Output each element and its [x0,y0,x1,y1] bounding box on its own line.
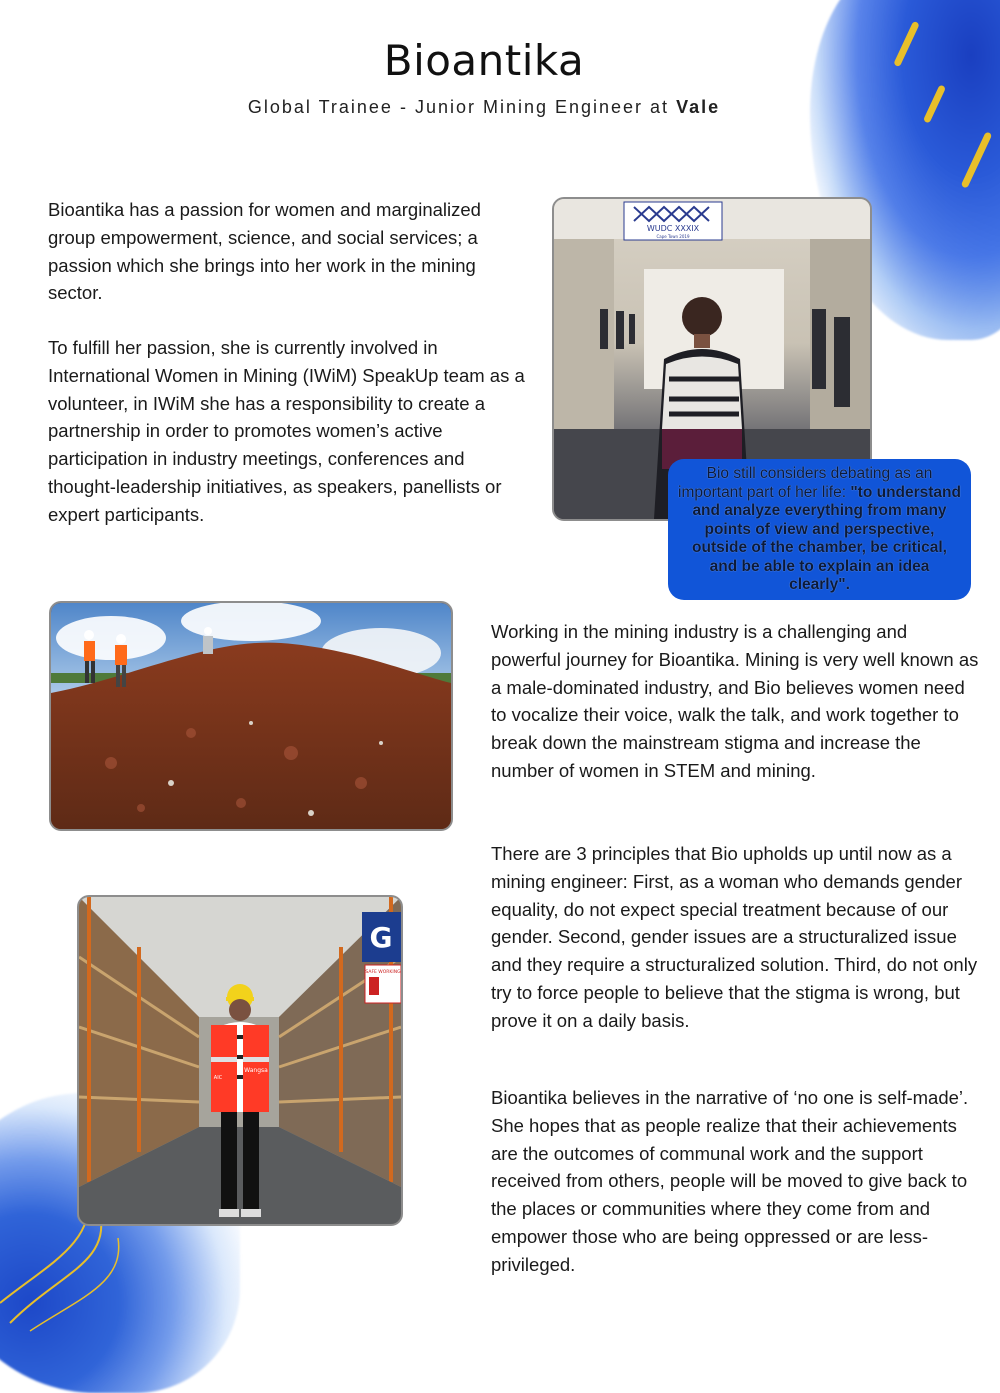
subtitle-company: Vale [676,97,721,117]
warehouse-sign-text: SAFE WORKING [365,970,401,975]
quote-callout [668,459,971,600]
vest-tag: AIC [213,1075,223,1081]
industry-paragraph: Working in the mining industry is a challenging and powerful journey for Bioantika. Mining is very well known as a male-dominated industry, and Bio believes women need to vocalize their voice, walk the talk, and work together to break down the mainstream stigma and increase the number of women in STEM and mining. [491,621,979,781]
mining-site-photo [49,601,453,831]
iwim-paragraph: To fulfill her passion, she is currently involved in International Women in Mining (IWiM) SpeakUp team as a volunteer, in IWiM she has a responsibility to create a partnership in order to promotes women’s active participation in industry meetings, conferences and thought-leadership initiatives, as speakers, panellists or expert participants. [48,337,525,525]
warehouse-photo [77,895,403,1226]
quote-emphasis: "to understand and analyze everything from many points of view and perspective, outside of the chamber, be critical, and be able to explain an idea clearly". [692,483,961,593]
banner-title: WUDC XXXIX [646,224,700,233]
subtitle-role: Global Trainee - Junior Mining Engineer at [247,97,677,117]
warehouse-illustration [79,897,401,1224]
svg-text:G: G [369,921,393,954]
quote-lead: Bio still considers debating as an important part of her life: [678,465,933,501]
page-title: Bioantika [383,36,585,85]
vest-text: Wangsa [244,1067,268,1074]
selfmade-paragraph: Bioantika believes in the narrative of ‘no one is self-made’. She hopes that as people realize that their achievements are the outcomes of communal work and the support received from others, people will be moved to give back to the places or communities where they come from and empower those who are being oppressed or are less-privileged. [491,1087,969,1275]
page-subtitle [0,97,968,118]
principles-paragraph: There are 3 principles that Bio upholds up until now as a mining engineer: First, as a woman who demands gender equality, do not expect special treatment because of our gender. Second, gender issues are a structuralized issue and they require a structuralized solution. Third, do not only try to force people to believe that the stigma is wrong, but prove it on a daily basis. [491,843,978,1031]
intro-paragraph: Bioantika has a passion for women and marginalized group empowerment, science, and social services; a passion which she brings into her work in the mining sector. [48,199,481,304]
banner-subtitle: Cape Town 2019 [656,234,690,239]
mining-site-illustration [51,603,451,829]
